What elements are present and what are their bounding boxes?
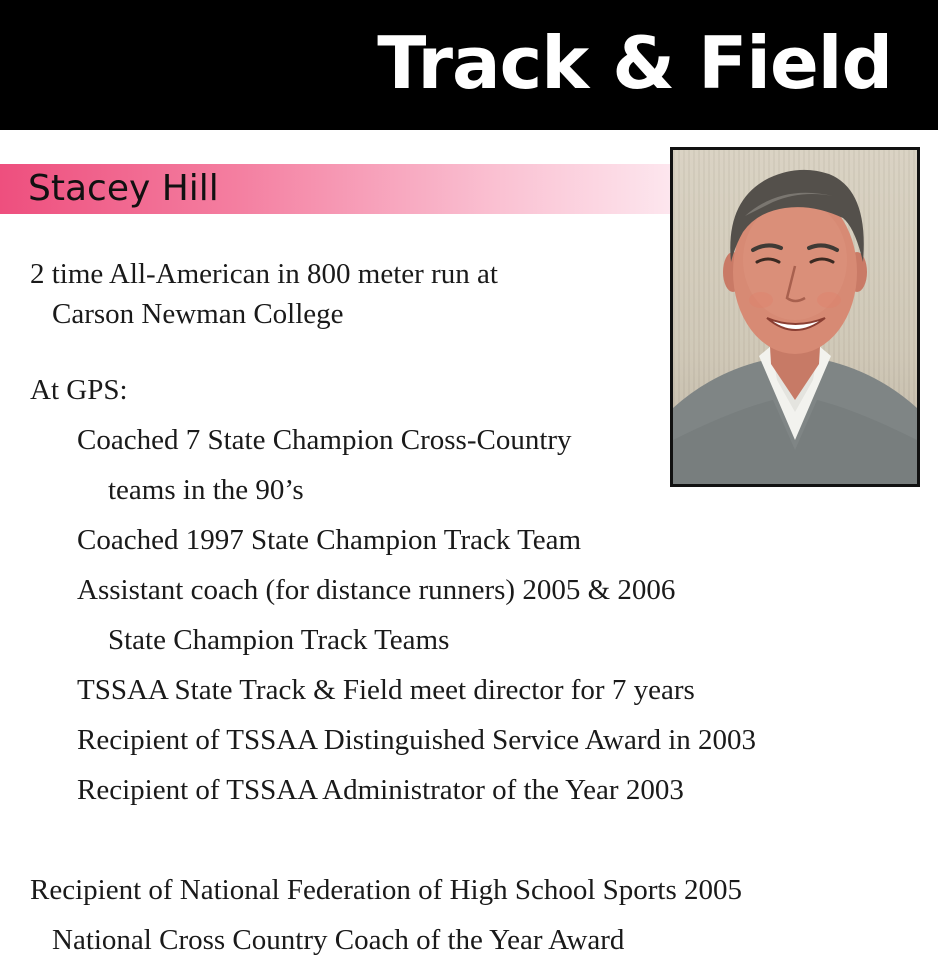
- national-award-line-2: National Cross Country Coach of the Year Award: [52, 924, 625, 956]
- gps-heading: At GPS:: [30, 374, 128, 406]
- profile-name: Stacey Hill: [28, 168, 219, 209]
- national-award-line-1: Recipient of National Federation of High School Sports 2005: [30, 874, 743, 906]
- bio-college-line-2: Carson Newman College: [52, 298, 344, 330]
- gps-item: Coached 1997 State Champion Track Team: [77, 524, 582, 556]
- gps-item-continuation: State Champion Track Teams: [108, 624, 450, 656]
- gps-item: Assistant coach (for distance runners) 2005 & 2006: [77, 574, 676, 606]
- gps-item: TSSAA State Track & Field meet director for 7 years: [77, 674, 695, 706]
- gps-item: Recipient of TSSAA Distinguished Service Award in 2003: [77, 724, 757, 756]
- gps-item: Recipient of TSSAA Administrator of the Year 2003: [77, 774, 684, 806]
- gps-item-continuation: teams in the 90’s: [108, 474, 304, 506]
- bio-college-line-1: 2 time All-American in 800 meter run at: [30, 258, 498, 290]
- page-title: Track & Field: [377, 21, 892, 105]
- gps-item: Coached 7 State Champion Cross-Country: [77, 424, 572, 456]
